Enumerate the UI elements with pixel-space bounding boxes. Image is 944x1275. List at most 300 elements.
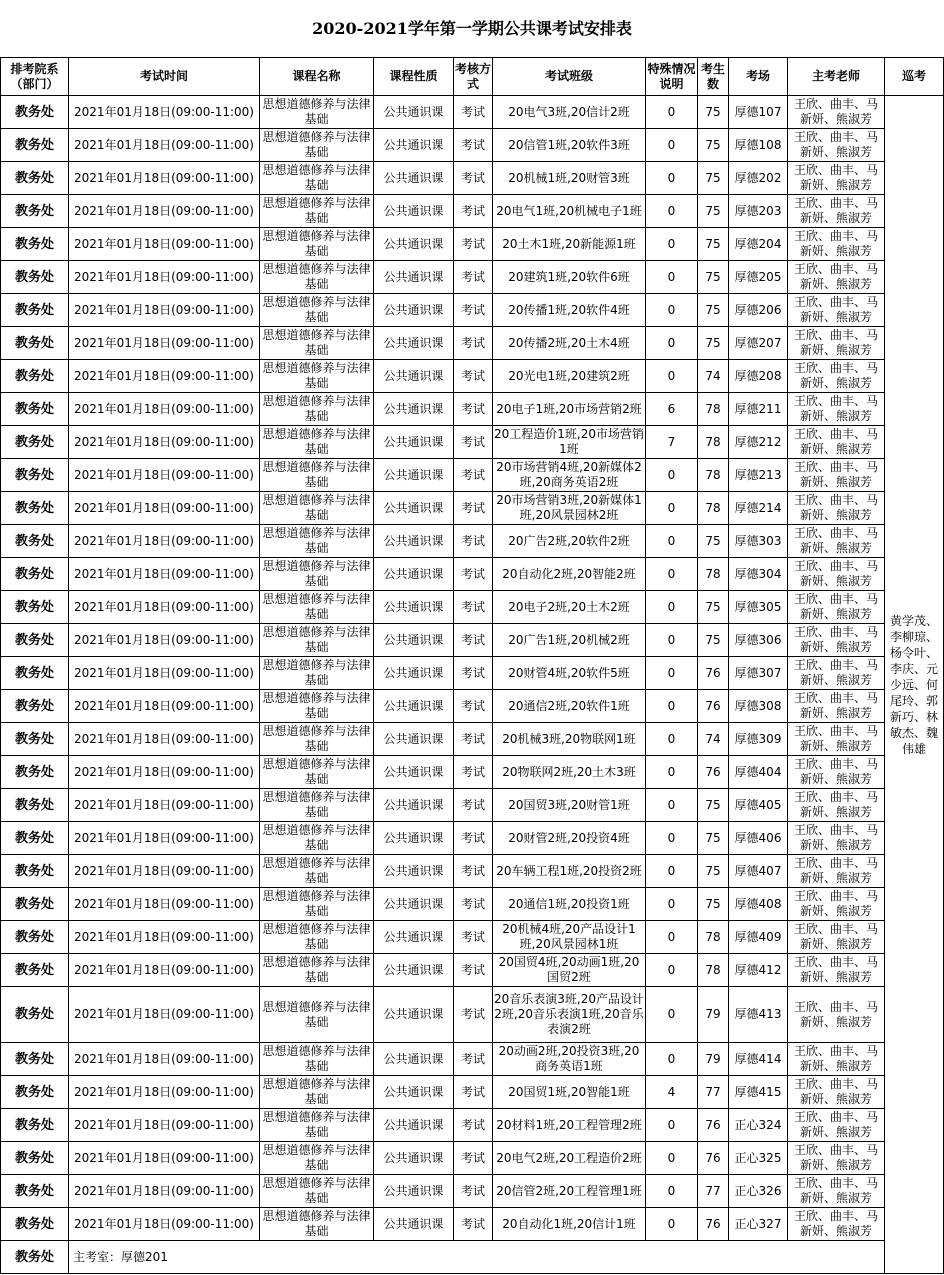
dept-cell: 教务处 xyxy=(1,96,69,129)
table-row xyxy=(1,525,944,558)
nature-cell: 公共通识课 xyxy=(374,624,454,657)
time-cell: 2021年01月18日(09:00-11:00) xyxy=(69,360,260,393)
nature-cell: 公共通识课 xyxy=(374,855,454,888)
table-row xyxy=(1,1142,944,1175)
special-cell: 0 xyxy=(646,492,698,525)
method-cell: 考试 xyxy=(454,1076,493,1109)
special-cell: 0 xyxy=(646,1109,698,1142)
nature-cell: 公共通识课 xyxy=(374,261,454,294)
time-cell: 2021年01月18日(09:00-11:00) xyxy=(69,1076,260,1109)
dept-cell: 教务处 xyxy=(1,228,69,261)
classes-cell: 20音乐表演3班,20产品设计2班,20音乐表演1班,20音乐表演2班 xyxy=(493,987,646,1043)
course-cell: 思想道德修养与法律基础 xyxy=(260,756,374,789)
course-cell: 思想道德修养与法律基础 xyxy=(260,558,374,591)
dept-cell: 教务处 xyxy=(1,525,69,558)
nature-cell: 公共通识课 xyxy=(374,393,454,426)
special-cell: 0 xyxy=(646,690,698,723)
special-cell: 0 xyxy=(646,327,698,360)
time-cell: 2021年01月18日(09:00-11:00) xyxy=(69,624,260,657)
teacher-cell: 王欣、曲丰、马新妍、熊淑芳 xyxy=(788,921,885,954)
nature-cell: 公共通识课 xyxy=(374,525,454,558)
dept-cell: 教务处 xyxy=(1,591,69,624)
count-cell: 75 xyxy=(698,294,729,327)
method-cell: 考试 xyxy=(454,822,493,855)
dept-cell: 教务处 xyxy=(1,492,69,525)
room-cell: 厚德304 xyxy=(729,558,788,591)
table-row xyxy=(1,261,944,294)
classes-cell: 20机械1班,20财管3班 xyxy=(493,162,646,195)
teacher-cell: 王欣、曲丰、马新妍、熊淑芳 xyxy=(788,1109,885,1142)
method-cell: 考试 xyxy=(454,723,493,756)
count-cell: 75 xyxy=(698,888,729,921)
classes-cell: 20通信2班,20软件1班 xyxy=(493,690,646,723)
method-cell: 考试 xyxy=(454,96,493,129)
time-cell: 2021年01月18日(09:00-11:00) xyxy=(69,921,260,954)
special-cell: 0 xyxy=(646,1043,698,1076)
dept-cell: 教务处 xyxy=(1,129,69,162)
room-cell: 正心324 xyxy=(729,1109,788,1142)
dept-cell: 教务处 xyxy=(1,1076,69,1109)
course-cell: 思想道德修养与法律基础 xyxy=(260,855,374,888)
dept-cell: 教务处 xyxy=(1,954,69,987)
count-cell: 76 xyxy=(698,657,729,690)
table-row xyxy=(1,657,944,690)
table-row xyxy=(1,921,944,954)
count-cell: 75 xyxy=(698,195,729,228)
header-count: 考生数 xyxy=(698,58,729,96)
room-cell: 厚德207 xyxy=(729,327,788,360)
course-cell: 思想道德修养与法律基础 xyxy=(260,987,374,1043)
dept-cell: 教务处 xyxy=(1,327,69,360)
count-cell: 75 xyxy=(698,855,729,888)
dept-cell: 教务处 xyxy=(1,1043,69,1076)
special-cell: 0 xyxy=(646,96,698,129)
time-cell: 2021年01月18日(09:00-11:00) xyxy=(69,756,260,789)
special-cell: 0 xyxy=(646,888,698,921)
time-cell: 2021年01月18日(09:00-11:00) xyxy=(69,1175,260,1208)
table-row xyxy=(1,855,944,888)
course-cell: 思想道德修养与法律基础 xyxy=(260,954,374,987)
classes-cell: 20国贸4班,20动画1班,20国贸2班 xyxy=(493,954,646,987)
count-cell: 75 xyxy=(698,129,729,162)
count-cell: 78 xyxy=(698,954,729,987)
special-cell: 0 xyxy=(646,624,698,657)
method-cell: 考试 xyxy=(454,525,493,558)
teacher-cell: 王欣、曲丰、马新妍、熊淑芳 xyxy=(788,525,885,558)
table-row xyxy=(1,591,944,624)
teacher-cell: 王欣、曲丰、马新妍、熊淑芳 xyxy=(788,1175,885,1208)
classes-cell: 20电子2班,20土木2班 xyxy=(493,591,646,624)
footer-note-cell: 主考室：厚德201 xyxy=(69,1241,885,1274)
dept-cell: 教务处 xyxy=(1,360,69,393)
teacher-cell: 王欣、曲丰、马新妍、熊淑芳 xyxy=(788,426,885,459)
special-cell: 4 xyxy=(646,1076,698,1109)
count-cell: 74 xyxy=(698,723,729,756)
teacher-cell: 王欣、曲丰、马新妍、熊淑芳 xyxy=(788,492,885,525)
time-cell: 2021年01月18日(09:00-11:00) xyxy=(69,294,260,327)
time-cell: 2021年01月18日(09:00-11:00) xyxy=(69,558,260,591)
classes-cell: 20自动化2班,20智能2班 xyxy=(493,558,646,591)
count-cell: 78 xyxy=(698,492,729,525)
course-cell: 思想道德修养与法律基础 xyxy=(260,789,374,822)
count-cell: 75 xyxy=(698,591,729,624)
footer-dept-cell: 教务处 xyxy=(1,1241,69,1274)
teacher-cell: 王欣、曲丰、马新妍、熊淑芳 xyxy=(788,294,885,327)
method-cell: 考试 xyxy=(454,954,493,987)
table-row xyxy=(1,690,944,723)
count-cell: 78 xyxy=(698,426,729,459)
method-cell: 考试 xyxy=(454,129,493,162)
count-cell: 77 xyxy=(698,1076,729,1109)
method-cell: 考试 xyxy=(454,1175,493,1208)
teacher-cell: 王欣、曲丰、马新妍、熊淑芳 xyxy=(788,96,885,129)
method-cell: 考试 xyxy=(454,756,493,789)
course-cell: 思想道德修养与法律基础 xyxy=(260,690,374,723)
time-cell: 2021年01月18日(09:00-11:00) xyxy=(69,228,260,261)
table-row xyxy=(1,1175,944,1208)
special-cell: 0 xyxy=(646,261,698,294)
classes-cell: 20机械4班,20产品设计1班,20风景园林1班 xyxy=(493,921,646,954)
count-cell: 78 xyxy=(698,558,729,591)
table-row xyxy=(1,888,944,921)
classes-cell: 20广告1班,20机械2班 xyxy=(493,624,646,657)
time-cell: 2021年01月18日(09:00-11:00) xyxy=(69,987,260,1043)
time-cell: 2021年01月18日(09:00-11:00) xyxy=(69,690,260,723)
dept-cell: 教务处 xyxy=(1,162,69,195)
special-cell: 0 xyxy=(646,987,698,1043)
nature-cell: 公共通识课 xyxy=(374,1076,454,1109)
dept-cell: 教务处 xyxy=(1,1109,69,1142)
table-body xyxy=(1,96,944,1274)
course-cell: 思想道德修养与法律基础 xyxy=(260,426,374,459)
dept-cell: 教务处 xyxy=(1,261,69,294)
room-cell: 厚德309 xyxy=(729,723,788,756)
method-cell: 考试 xyxy=(454,855,493,888)
table-row xyxy=(1,129,944,162)
page-title: 2020-2021学年第一学期公共课考试安排表 xyxy=(312,19,632,38)
dept-cell: 教务处 xyxy=(1,888,69,921)
method-cell: 考试 xyxy=(454,459,493,492)
count-cell: 75 xyxy=(698,228,729,261)
table-row xyxy=(1,459,944,492)
header-room: 考场 xyxy=(729,58,788,96)
dept-cell: 教务处 xyxy=(1,657,69,690)
nature-cell: 公共通识课 xyxy=(374,129,454,162)
table-row xyxy=(1,954,944,987)
classes-cell: 20国贸3班,20财管1班 xyxy=(493,789,646,822)
nature-cell: 公共通识课 xyxy=(374,921,454,954)
method-cell: 考试 xyxy=(454,558,493,591)
classes-cell: 20传播2班,20土木4班 xyxy=(493,327,646,360)
nature-cell: 公共通识课 xyxy=(374,1175,454,1208)
teacher-cell: 王欣、曲丰、马新妍、熊淑芳 xyxy=(788,393,885,426)
room-cell: 厚德308 xyxy=(729,690,788,723)
teacher-cell: 王欣、曲丰、马新妍、熊淑芳 xyxy=(788,591,885,624)
room-cell: 正心327 xyxy=(729,1208,788,1241)
classes-cell: 20电气1班,20机械电子1班 xyxy=(493,195,646,228)
course-cell: 思想道德修养与法律基础 xyxy=(260,96,374,129)
course-cell: 思想道德修养与法律基础 xyxy=(260,822,374,855)
teacher-cell: 王欣、曲丰、马新妍、熊淑芳 xyxy=(788,987,885,1043)
course-cell: 思想道德修养与法律基础 xyxy=(260,525,374,558)
teacher-cell: 王欣、曲丰、马新妍、熊淑芳 xyxy=(788,690,885,723)
special-cell: 0 xyxy=(646,195,698,228)
count-cell: 78 xyxy=(698,921,729,954)
method-cell: 考试 xyxy=(454,1208,493,1241)
classes-cell: 20自动化1班,20信计1班 xyxy=(493,1208,646,1241)
special-cell: 0 xyxy=(646,162,698,195)
count-cell: 75 xyxy=(698,162,729,195)
table-row xyxy=(1,228,944,261)
nature-cell: 公共通识课 xyxy=(374,888,454,921)
room-cell: 厚德206 xyxy=(729,294,788,327)
teacher-cell: 王欣、曲丰、马新妍、熊淑芳 xyxy=(788,789,885,822)
special-cell: 0 xyxy=(646,1175,698,1208)
room-cell: 厚德409 xyxy=(729,921,788,954)
method-cell: 考试 xyxy=(454,1142,493,1175)
special-cell: 0 xyxy=(646,228,698,261)
table-row xyxy=(1,162,944,195)
room-cell: 厚德202 xyxy=(729,162,788,195)
special-cell: 0 xyxy=(646,1208,698,1241)
classes-cell: 20传播1班,20软件4班 xyxy=(493,294,646,327)
teacher-cell: 王欣、曲丰、马新妍、熊淑芳 xyxy=(788,1142,885,1175)
time-cell: 2021年01月18日(09:00-11:00) xyxy=(69,525,260,558)
nature-cell: 公共通识课 xyxy=(374,657,454,690)
course-cell: 思想道德修养与法律基础 xyxy=(260,1109,374,1142)
header-special: 特殊情况说明 xyxy=(646,58,698,96)
classes-cell: 20通信1班,20投资1班 xyxy=(493,888,646,921)
classes-cell: 20信管1班,20软件3班 xyxy=(493,129,646,162)
time-cell: 2021年01月18日(09:00-11:00) xyxy=(69,723,260,756)
classes-cell: 20材料1班,20工程管理2班 xyxy=(493,1109,646,1142)
method-cell: 考试 xyxy=(454,657,493,690)
table-row xyxy=(1,393,944,426)
teacher-cell: 王欣、曲丰、马新妍、熊淑芳 xyxy=(788,657,885,690)
method-cell: 考试 xyxy=(454,888,493,921)
table-row xyxy=(1,558,944,591)
patrol-cell: 黄学茂、李柳琼、杨令叶、李庆、元少远、何尾玲、郭新巧、林敏杰、魏伟雄 xyxy=(885,96,944,1274)
special-cell: 0 xyxy=(646,360,698,393)
teacher-cell: 王欣、曲丰、马新妍、熊淑芳 xyxy=(788,756,885,789)
count-cell: 77 xyxy=(698,1175,729,1208)
special-cell: 0 xyxy=(646,789,698,822)
course-cell: 思想道德修养与法律基础 xyxy=(260,723,374,756)
room-cell: 厚德107 xyxy=(729,96,788,129)
nature-cell: 公共通识课 xyxy=(374,987,454,1043)
course-cell: 思想道德修养与法律基础 xyxy=(260,129,374,162)
dept-cell: 教务处 xyxy=(1,426,69,459)
count-cell: 75 xyxy=(698,624,729,657)
teacher-cell: 王欣、曲丰、马新妍、熊淑芳 xyxy=(788,228,885,261)
special-cell: 0 xyxy=(646,591,698,624)
time-cell: 2021年01月18日(09:00-11:00) xyxy=(69,855,260,888)
method-cell: 考试 xyxy=(454,294,493,327)
special-cell: 0 xyxy=(646,756,698,789)
header-classes: 考试班级 xyxy=(493,58,646,96)
header-patrol: 巡考 xyxy=(885,58,944,96)
count-cell: 74 xyxy=(698,360,729,393)
classes-cell: 20工程造价1班,20市场营销1班 xyxy=(493,426,646,459)
classes-cell: 20信管2班,20工程管理1班 xyxy=(493,1175,646,1208)
count-cell: 75 xyxy=(698,822,729,855)
time-cell: 2021年01月18日(09:00-11:00) xyxy=(69,822,260,855)
classes-cell: 20建筑1班,20软件6班 xyxy=(493,261,646,294)
count-cell: 78 xyxy=(698,459,729,492)
classes-cell: 20土木1班,20新能源1班 xyxy=(493,228,646,261)
special-cell: 6 xyxy=(646,393,698,426)
course-cell: 思想道德修养与法律基础 xyxy=(260,360,374,393)
count-cell: 75 xyxy=(698,525,729,558)
course-cell: 思想道德修养与法律基础 xyxy=(260,888,374,921)
time-cell: 2021年01月18日(09:00-11:00) xyxy=(69,657,260,690)
dept-cell: 教务处 xyxy=(1,789,69,822)
teacher-cell: 王欣、曲丰、马新妍、熊淑芳 xyxy=(788,624,885,657)
special-cell: 0 xyxy=(646,855,698,888)
room-cell: 正心326 xyxy=(729,1175,788,1208)
course-cell: 思想道德修养与法律基础 xyxy=(260,195,374,228)
course-cell: 思想道德修养与法律基础 xyxy=(260,591,374,624)
teacher-cell: 王欣、曲丰、马新妍、熊淑芳 xyxy=(788,195,885,228)
course-cell: 思想道德修养与法律基础 xyxy=(260,327,374,360)
table-row xyxy=(1,426,944,459)
count-cell: 79 xyxy=(698,1043,729,1076)
nature-cell: 公共通识课 xyxy=(374,723,454,756)
method-cell: 考试 xyxy=(454,921,493,954)
time-cell: 2021年01月18日(09:00-11:00) xyxy=(69,195,260,228)
room-cell: 厚德412 xyxy=(729,954,788,987)
count-cell: 79 xyxy=(698,987,729,1043)
table-row xyxy=(1,195,944,228)
dept-cell: 教务处 xyxy=(1,558,69,591)
time-cell: 2021年01月18日(09:00-11:00) xyxy=(69,591,260,624)
method-cell: 考试 xyxy=(454,228,493,261)
room-cell: 厚德203 xyxy=(729,195,788,228)
special-cell: 0 xyxy=(646,1142,698,1175)
dept-cell: 教务处 xyxy=(1,1208,69,1241)
room-cell: 厚德306 xyxy=(729,624,788,657)
teacher-cell: 王欣、曲丰、马新妍、熊淑芳 xyxy=(788,327,885,360)
teacher-cell: 王欣、曲丰、马新妍、熊淑芳 xyxy=(788,1208,885,1241)
classes-cell: 20市场营销4班,20新媒体2班,20商务英语2班 xyxy=(493,459,646,492)
time-cell: 2021年01月18日(09:00-11:00) xyxy=(69,1142,260,1175)
table-row xyxy=(1,492,944,525)
method-cell: 考试 xyxy=(454,426,493,459)
classes-cell: 20物联网2班,20土木3班 xyxy=(493,756,646,789)
classes-cell: 20车辆工程1班,20投资2班 xyxy=(493,855,646,888)
dept-cell: 教务处 xyxy=(1,822,69,855)
nature-cell: 公共通识课 xyxy=(374,1142,454,1175)
teacher-cell: 王欣、曲丰、马新妍、熊淑芳 xyxy=(788,459,885,492)
room-cell: 厚德414 xyxy=(729,1043,788,1076)
table-row xyxy=(1,822,944,855)
room-cell: 厚德204 xyxy=(729,228,788,261)
table-row xyxy=(1,1043,944,1076)
classes-cell: 20动画2班,20投资3班,20商务英语1班 xyxy=(493,1043,646,1076)
nature-cell: 公共通识课 xyxy=(374,327,454,360)
course-cell: 思想道德修养与法律基础 xyxy=(260,1208,374,1241)
teacher-cell: 王欣、曲丰、马新妍、熊淑芳 xyxy=(788,822,885,855)
teacher-cell: 王欣、曲丰、马新妍、熊淑芳 xyxy=(788,558,885,591)
method-cell: 考试 xyxy=(454,492,493,525)
count-cell: 76 xyxy=(698,756,729,789)
header-dept: 排考院系（部门） xyxy=(1,58,69,96)
course-cell: 思想道德修养与法律基础 xyxy=(260,1043,374,1076)
room-cell: 厚德303 xyxy=(729,525,788,558)
classes-cell: 20市场营销3班,20新媒体1班,20风景园林2班 xyxy=(493,492,646,525)
table-row xyxy=(1,96,944,129)
time-cell: 2021年01月18日(09:00-11:00) xyxy=(69,426,260,459)
dept-cell: 教务处 xyxy=(1,756,69,789)
room-cell: 厚德214 xyxy=(729,492,788,525)
time-cell: 2021年01月18日(09:00-11:00) xyxy=(69,459,260,492)
nature-cell: 公共通识课 xyxy=(374,96,454,129)
table-row xyxy=(1,756,944,789)
header-course: 课程名称 xyxy=(260,58,374,96)
time-cell: 2021年01月18日(09:00-11:00) xyxy=(69,162,260,195)
nature-cell: 公共通识课 xyxy=(374,1109,454,1142)
nature-cell: 公共通识课 xyxy=(374,1043,454,1076)
classes-cell: 20机械3班,20物联网1班 xyxy=(493,723,646,756)
dept-cell: 教务处 xyxy=(1,294,69,327)
nature-cell: 公共通识课 xyxy=(374,789,454,822)
time-cell: 2021年01月18日(09:00-11:00) xyxy=(69,954,260,987)
dept-cell: 教务处 xyxy=(1,195,69,228)
course-cell: 思想道德修养与法律基础 xyxy=(260,624,374,657)
method-cell: 考试 xyxy=(454,393,493,426)
room-cell: 厚德212 xyxy=(729,426,788,459)
teacher-cell: 王欣、曲丰、马新妍、熊淑芳 xyxy=(788,360,885,393)
time-cell: 2021年01月18日(09:00-11:00) xyxy=(69,1043,260,1076)
special-cell: 0 xyxy=(646,558,698,591)
special-cell: 0 xyxy=(646,294,698,327)
count-cell: 76 xyxy=(698,1142,729,1175)
time-cell: 2021年01月18日(09:00-11:00) xyxy=(69,261,260,294)
room-cell: 厚德305 xyxy=(729,591,788,624)
nature-cell: 公共通识课 xyxy=(374,162,454,195)
special-cell: 0 xyxy=(646,657,698,690)
count-cell: 76 xyxy=(698,1208,729,1241)
room-cell: 厚德406 xyxy=(729,822,788,855)
header-method: 考核方式 xyxy=(454,58,493,96)
nature-cell: 公共通识课 xyxy=(374,756,454,789)
teacher-cell: 王欣、曲丰、马新妍、熊淑芳 xyxy=(788,261,885,294)
dept-cell: 教务处 xyxy=(1,1175,69,1208)
method-cell: 考试 xyxy=(454,987,493,1043)
time-cell: 2021年01月18日(09:00-11:00) xyxy=(69,393,260,426)
time-cell: 2021年01月18日(09:00-11:00) xyxy=(69,327,260,360)
count-cell: 75 xyxy=(698,327,729,360)
count-cell: 78 xyxy=(698,393,729,426)
classes-cell: 20广告2班,20软件2班 xyxy=(493,525,646,558)
room-cell: 厚德208 xyxy=(729,360,788,393)
exam-schedule-table xyxy=(0,57,944,1274)
course-cell: 思想道德修养与法律基础 xyxy=(260,228,374,261)
room-cell: 厚德404 xyxy=(729,756,788,789)
classes-cell: 20国贸1班,20智能1班 xyxy=(493,1076,646,1109)
nature-cell: 公共通识课 xyxy=(374,591,454,624)
room-cell: 厚德205 xyxy=(729,261,788,294)
dept-cell: 教务处 xyxy=(1,393,69,426)
method-cell: 考试 xyxy=(454,360,493,393)
header-teacher: 主考老师 xyxy=(788,58,885,96)
course-cell: 思想道德修养与法律基础 xyxy=(260,1076,374,1109)
room-cell: 厚德415 xyxy=(729,1076,788,1109)
special-cell: 0 xyxy=(646,921,698,954)
course-cell: 思想道德修养与法律基础 xyxy=(260,294,374,327)
classes-cell: 20财管4班,20软件5班 xyxy=(493,657,646,690)
nature-cell: 公共通识课 xyxy=(374,228,454,261)
